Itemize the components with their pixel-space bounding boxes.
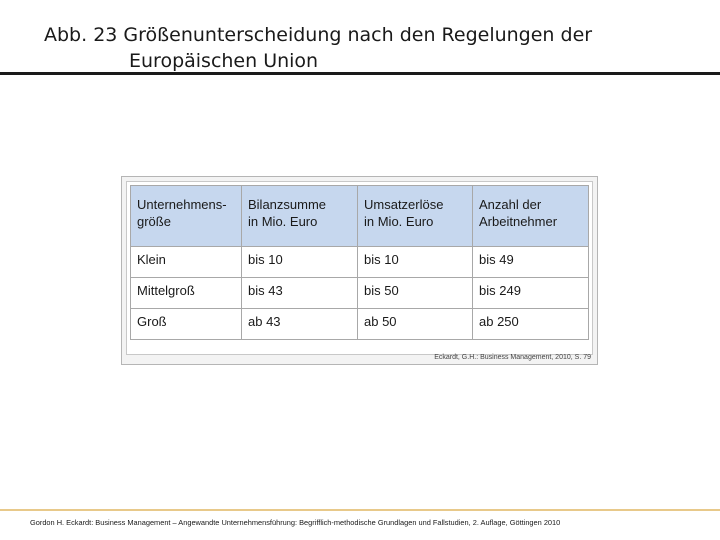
- table-cell: Mittelgroß: [131, 278, 242, 309]
- table-cell: bis 249: [473, 278, 589, 309]
- footer-citation: Gordon H. Eckardt: Business Management – Angewandte Unternehmensführung: Begrifflich-methodische Grundlagen und Fallstudien, 2. Auflage, Göttingen 2010: [30, 518, 561, 527]
- table-header-row: [131, 186, 589, 247]
- title-divider: [0, 72, 720, 75]
- footer-divider: [0, 509, 720, 511]
- page-title: [44, 22, 592, 74]
- figure-source: Eckardt, G.H.: Business Management, 2010, S. 79: [434, 354, 591, 361]
- table-cell: bis 49: [473, 247, 589, 278]
- header-balance-sheet: Bilanzsumme in Mio. Euro: [242, 186, 358, 247]
- company-size-table: [130, 185, 589, 340]
- table-cell: ab 50: [358, 309, 473, 340]
- table-cell: bis 10: [242, 247, 358, 278]
- header-company-size: Unternehmens- größe: [131, 186, 242, 247]
- table-cell: bis 10: [358, 247, 473, 278]
- table-cell: ab 250: [473, 309, 589, 340]
- table-cell: bis 43: [242, 278, 358, 309]
- table-row: [131, 309, 589, 340]
- header-employees: Anzahl der Arbeitnehmer: [473, 186, 589, 247]
- table-row: [131, 247, 589, 278]
- table-row: [131, 278, 589, 309]
- figure-image: [121, 176, 598, 365]
- table-cell: bis 50: [358, 278, 473, 309]
- title-line-1: Abb. 23 Größenunterscheidung nach den Regelungen der: [44, 24, 593, 46]
- header-revenue: Umsatzerlöse in Mio. Euro: [358, 186, 473, 247]
- table-cell: Groß: [131, 309, 242, 340]
- title-line-2: Europäischen Union: [129, 50, 319, 72]
- table-cell: Klein: [131, 247, 242, 278]
- table-cell: ab 43: [242, 309, 358, 340]
